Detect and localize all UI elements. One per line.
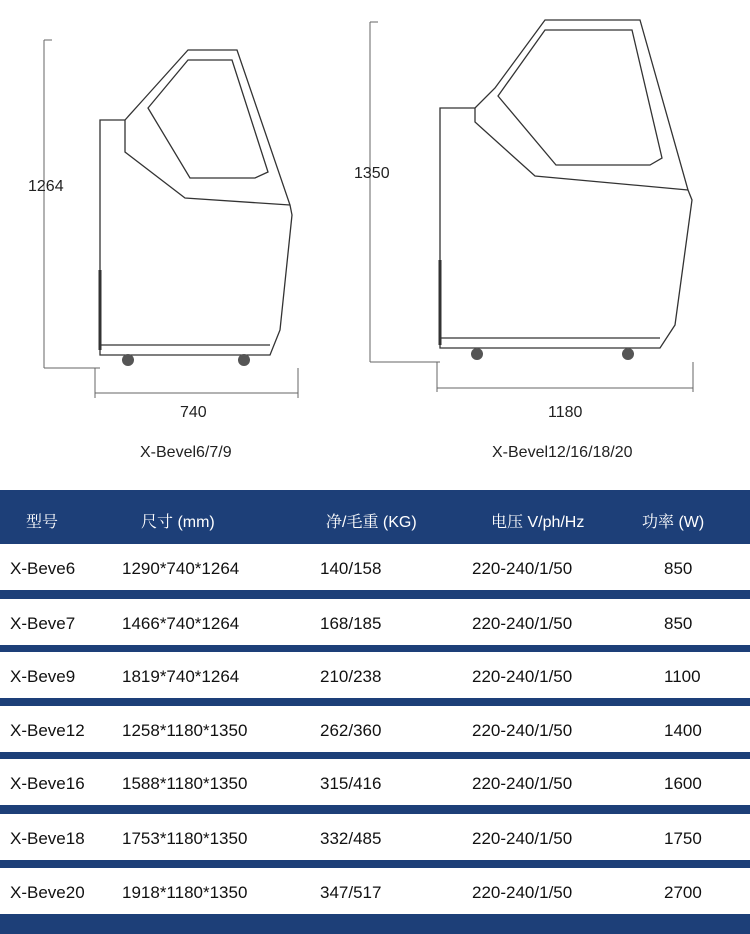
table-row bbox=[0, 652, 750, 698]
table-row bbox=[0, 706, 750, 752]
cell-weight: 315/416 bbox=[320, 774, 382, 793]
header-weight: 净/毛重 (KG) bbox=[326, 514, 417, 531]
table-row bbox=[0, 544, 750, 590]
cell-voltage: 220-240/1/50 bbox=[472, 774, 573, 793]
cell-voltage: 220-240/1/50 bbox=[472, 721, 573, 740]
cell-power: 1750 bbox=[664, 829, 702, 848]
cell-voltage: 220-240/1/50 bbox=[472, 829, 573, 848]
cell-power: 850 bbox=[664, 614, 693, 633]
cell-power: 1400 bbox=[664, 721, 702, 740]
left-showcase-outline bbox=[100, 50, 292, 355]
cell-model: X-Beve18 bbox=[10, 829, 85, 848]
header-voltage: 电压 V/ph/Hz bbox=[491, 514, 585, 531]
cell-weight: 332/485 bbox=[320, 829, 382, 848]
cell-voltage: 220-240/1/50 bbox=[472, 667, 573, 686]
cell-power: 1100 bbox=[664, 667, 701, 686]
cell-model: X-Beve12 bbox=[10, 721, 85, 740]
cell-power: 2700 bbox=[664, 883, 702, 902]
header-power: 功率 (W) bbox=[642, 514, 705, 531]
cell-weight: 168/185 bbox=[320, 614, 382, 633]
table-row bbox=[0, 759, 750, 805]
header-model: 型号 bbox=[26, 514, 59, 531]
left-depth-label: 740 bbox=[180, 404, 207, 421]
cell-size: 1258*1180*1350 bbox=[122, 721, 248, 740]
cell-size: 1588*1180*1350 bbox=[122, 774, 248, 793]
cell-model: X-Beve20 bbox=[10, 883, 85, 902]
left-height-label: 1264 bbox=[28, 178, 64, 195]
cell-size: 1753*1180*1350 bbox=[122, 829, 248, 848]
spec-table-header bbox=[0, 490, 750, 545]
right-showcase-outline bbox=[440, 20, 692, 348]
table-row bbox=[0, 814, 750, 860]
cell-model: X-Beve16 bbox=[10, 774, 85, 793]
cell-weight: 262/360 bbox=[320, 721, 382, 740]
cell-weight: 210/238 bbox=[320, 667, 382, 686]
right-dimension-lines bbox=[370, 22, 693, 392]
right-height-label: 1350 bbox=[354, 165, 390, 182]
table-row bbox=[0, 599, 750, 645]
right-depth-label: 1180 bbox=[548, 404, 583, 421]
cell-voltage: 220-240/1/50 bbox=[472, 883, 573, 902]
left-dimension-lines bbox=[44, 40, 298, 398]
cell-power: 850 bbox=[664, 559, 693, 578]
cell-size: 1290*740*1264 bbox=[122, 559, 240, 578]
right-wheels bbox=[471, 348, 634, 360]
cell-voltage: 220-240/1/50 bbox=[472, 559, 573, 578]
cell-weight: 347/517 bbox=[320, 883, 382, 902]
cell-size: 1918*1180*1350 bbox=[122, 883, 248, 902]
cell-weight: 140/158 bbox=[320, 559, 382, 578]
cell-voltage: 220-240/1/50 bbox=[472, 614, 573, 633]
spec-table bbox=[0, 490, 750, 934]
left-wheels bbox=[122, 354, 250, 366]
cell-model: X-Beve6 bbox=[10, 559, 76, 578]
table-row bbox=[0, 868, 750, 914]
left-model-label: X-Bevel6/7/9 bbox=[140, 444, 232, 461]
cell-model: X-Beve9 bbox=[10, 667, 76, 686]
cell-model: X-Beve7 bbox=[10, 614, 76, 633]
header-size: 尺寸 (mm) bbox=[141, 514, 215, 531]
cell-size: 1466*740*1264 bbox=[122, 614, 240, 633]
cell-size: 1819*740*1264 bbox=[122, 667, 240, 686]
right-model-label: X-Bevel12/16/18/20 bbox=[492, 444, 633, 461]
cell-power: 1600 bbox=[664, 774, 702, 793]
